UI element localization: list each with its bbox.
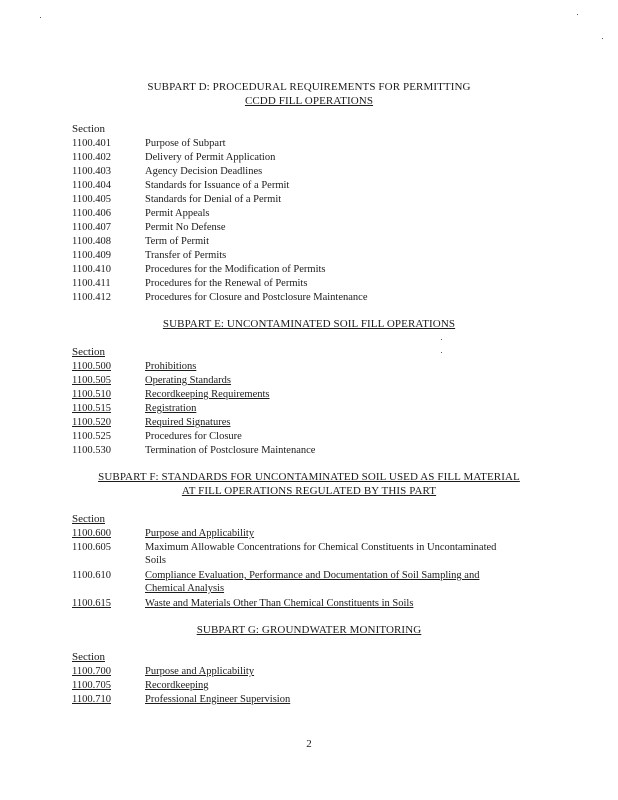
toc-entry: 1100.605 Maximum Allowable Concentrations for Chemical Constituents in Uncontaminated Soils [72, 542, 497, 566]
subpart-e-section-label: Section [72, 346, 105, 358]
scan-speck [577, 14, 578, 15]
subpart-e-title: SUBPART E: UNCONTAMINATED SOIL FILL OPERATIONS [162, 318, 456, 330]
subpart-f-title-line1: SUBPART F: STANDARDS FOR UNCONTAMINATED SOIL USED AS FILL MATERIAL [98, 471, 520, 483]
page-number: 2 [306, 738, 312, 750]
subpart-d-title-line2: CCDD FILL OPERATIONS [244, 95, 374, 107]
subpart-g-title: SUBPART G: GROUNDWATER MONITORING [196, 624, 422, 636]
subpart-f-section-label: Section [72, 513, 105, 525]
subpart-g-section-label: Section [72, 651, 105, 663]
subpart-d-title-line1: SUBPART D: PROCEDURAL REQUIREMENTS FOR PERMITTING [147, 81, 471, 93]
scan-speck [441, 339, 442, 340]
document-page: SUBPART D: PROCEDURAL REQUIREMENTS FOR PERMITTING CCDD FILL OPERATIONS Section 1100.401 Purpose of Subpart 1100.402 Delivery of Permit Application 1100.403 Agency Decision Deadlines 1100.404 Standards for Issuance of a Permit 1100.405 Standards for Denial of a Permit 1100.406 Permit Appeals 1100.407 Permit No Defense 1100.408 Term of Permit 1100.409 Transfer of Permits 1100.410 Procedures for the Modification of Permits 1100.411 Procedures for the Renewal of Permits 1100.412 Procedures for Closure and Postclosure Maintenance SUBPART E: UNCONTAMINATED SOIL FILL OPERATIONS Section 1100.500 Prohibitions 1100.505 Operating Standards 1100.510 Recordkeeping Requirements 1100.515 Registration 1100.520 Required Signatures 1100.525 Procedures for Closure 1100.530 Termination of Postclosure Maintenance SUBPART F: STANDARDS FOR UNCONTAMINATED SOIL USED AS FILL MATERIAL AT FILL OPERATIONS REGULATED BY THIS PART Section 1100.600 Purpose and Applicability 1100.605 Maximum Allowable Concentrations for Chemical Constituents in Uncontaminated Soils 1100.610 Compliance Evaluation, Performance and Documentation of Soil Sampling and Chemical Analysis 1100.615 Waste and Materials Other Than Chemical Constituents in Soils SUBPART G: GROUNDWATER MONITORING Section 1100.700 Purpose and Applicability 1100.705 Recordkeeping 1100.710 Professional Engineer Supervision 2 [0, 0, 618, 800]
subpart-f-title-line2: AT FILL OPERATIONS REGULATED BY THIS PART [181, 485, 437, 497]
toc-entry: 1100.610 Compliance Evaluation, Performance and Documentation of Soil Sampling and Chemical Analysis [72, 570, 480, 594]
scan-speck [602, 38, 603, 39]
scan-speck [441, 352, 442, 353]
scan-speck [40, 17, 41, 18]
subpart-d-section-label: Section [72, 123, 105, 135]
